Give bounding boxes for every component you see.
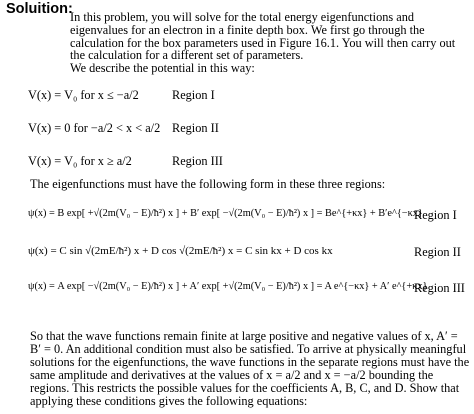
eigenfunctions-intro: The eigenfunctions must have the following form in these three regions: (30, 177, 386, 191)
potential-region-3: Region III (172, 154, 223, 168)
eigenfunction-region-2: Region II (414, 245, 461, 259)
eigenfunction-eq-1: ψ(x) = B exp[ +√(2m(V₀ − E)/ħ²) x ] + B′ exp[ −√(2m(V₀ − E)/ħ²) x ] = Be^{+κx} + B′e^{−κx} (28, 208, 423, 219)
eigenfunction-region-3: Region III (414, 281, 465, 295)
intro-text-1: In this problem, you will solve for the total energy eigenfunctions and eigenvalues for an electron in a finite depth box. We first go through the calculation for the box parameters used in Figure 16.1. You will then carry out the calculation for a different set of parameters. (70, 10, 456, 63)
eigenfunction-eq-2: ψ(x) = C sin √(2mE/ħ²) x + D cos √(2mE/ħ²) x = C sin kx + D cos kx (28, 245, 333, 257)
boundary-conditions-paragraph: So that the wave functions remain finite at large positive and negative values of x, A′ = B′ = 0. An additional condition must also be satisfied. To arrive at physically meaningful solutions for the eigenfunctions, the wave functions in the separate regions must have the same amplitude and derivatives at the values of x = a/2 and x = −a/2 bounding the regions. This restricts the possible values for the coefficients A, B, C, and D. Show that applying these conditions gives the following equations: (30, 329, 470, 408)
intro-text-2: We describe the potential in this way: (70, 61, 255, 76)
eigenfunction-eq-3: ψ(x) = A exp[ −√(2m(V₀ − E)/ħ²) x ] + A′ exp[ +√(2m(V₀ − E)/ħ²) x ] = A e^{−κx} + A′ e^{+κx} (28, 281, 428, 292)
potential-eq-2: V(x) = 0 for −a/2 < x < a/2 (28, 121, 161, 135)
solution-heading: Soluition: (6, 1, 73, 17)
potential-region-2: Region II (172, 121, 219, 135)
potential-eq-3: V(x) = V₀ for x ≥ a/2 (28, 154, 132, 168)
potential-eq-1: V(x) = V₀ for x ≤ −a/2 (28, 88, 139, 102)
potential-region-1: Region I (172, 88, 215, 102)
intro-paragraph (30, 11, 468, 75)
eigenfunction-region-1: Region I (414, 208, 457, 222)
